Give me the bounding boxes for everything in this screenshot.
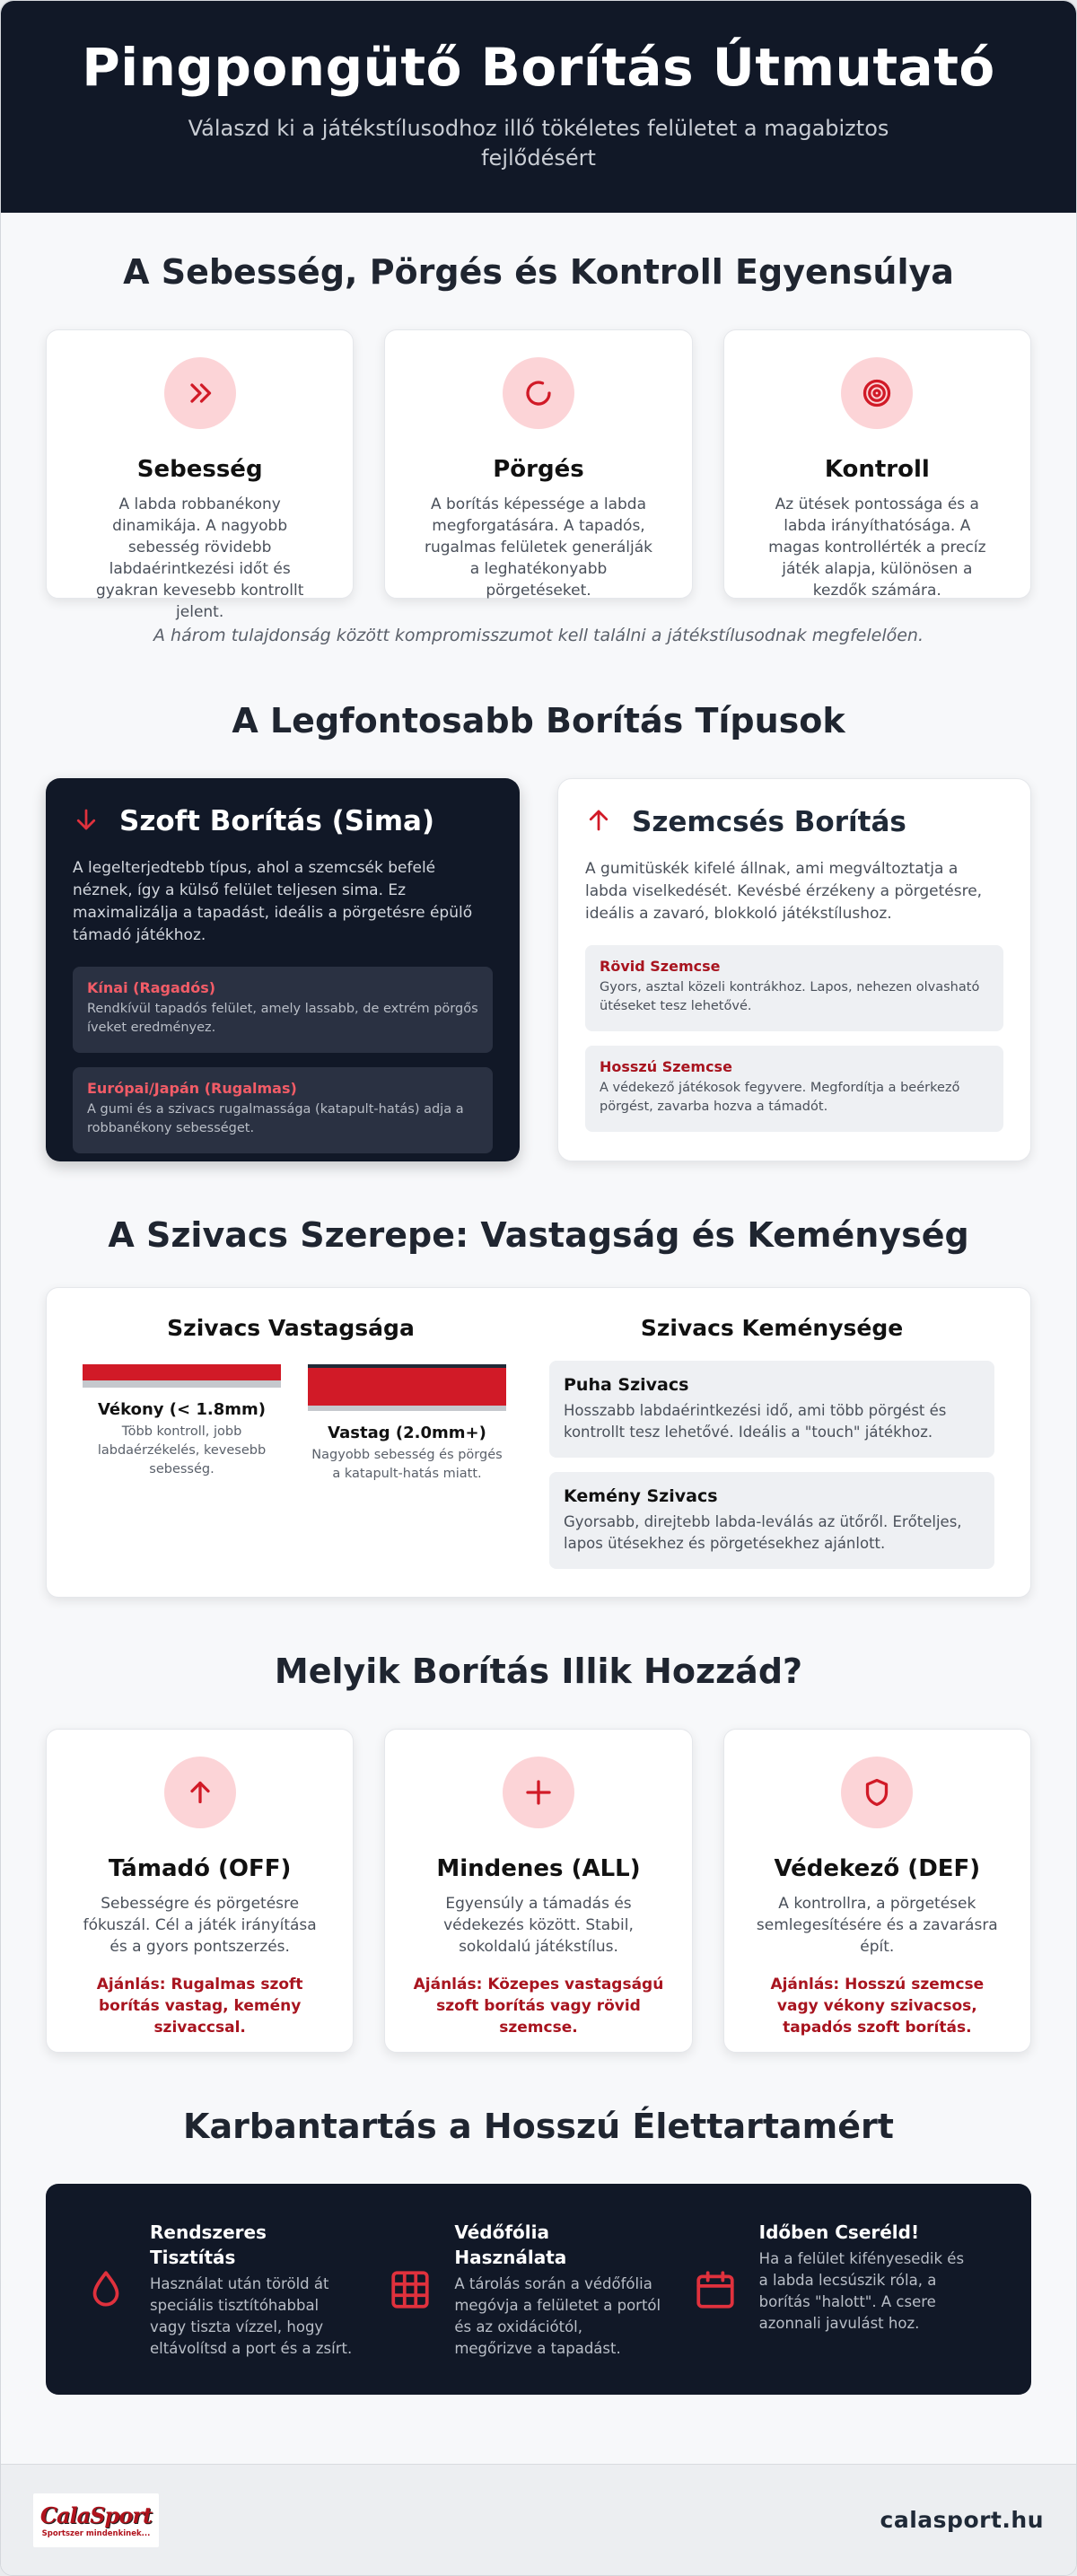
thin-sponge-text: Több kontroll, jobb labdaérzékelés, kevesebb sebesség.	[97, 1424, 267, 1476]
spin-arc-icon	[503, 357, 574, 429]
footer	[1, 2464, 1076, 2575]
types-section	[1, 701, 1076, 1161]
balance-note: A három tulajdonság között kompromisszumot kell találni a játékstílusodnak megfelelően.	[153, 626, 924, 645]
soft-sub-euro-title: Európai/Japán (Rugalmas)	[87, 1080, 297, 1097]
style-allround-rec: Ajánlás: Közepes vastagságú szoft borítás vagy rövid szemcse.	[413, 1976, 664, 2037]
maintenance-panel	[46, 2184, 1031, 2395]
water-drop-icon	[82, 2220, 130, 2359]
double-chevron-right-icon	[164, 357, 236, 429]
pimple-sub-long	[585, 1046, 1003, 1132]
logo-tagline: Sportszer mindenkinek...	[41, 2528, 151, 2538]
maint-cleaning-text: Használat után töröld át speciális tisztítóhabbal vagy tiszta vízzel, hogy eltávolítsd a port és a zsírt.	[150, 2275, 353, 2357]
card-speed	[46, 329, 354, 621]
thick-sponge-text: Nagyobb sebesség és pörgés a katapult-hatás miatt.	[311, 1448, 503, 1481]
logo-text: CalaSport	[39, 2502, 153, 2528]
style-defensive-rec: Ajánlás: Hosszú szemcse vagy vékony szivacsos, tapadós szoft borítás.	[770, 1976, 985, 2037]
target-icon	[841, 357, 913, 429]
styles-section	[1, 1652, 1076, 2053]
arrow-up-icon	[585, 807, 612, 837]
types-title: A Legfontosabb Borítás Típusok	[232, 701, 845, 740]
arrow-down-icon	[73, 806, 100, 837]
style-defensive-card	[723, 1729, 1031, 2053]
style-offensive-text: Sebességre és pörgetésre fókuszál. Cél a játék irányítása és a gyors pontszerzés.	[83, 1895, 317, 1956]
soft-sponge-text: Hosszabb labdaérintkezési idő, ami több pörgést és kontrollt tesz lehetővé. Ideális a "touch" játékhoz.	[564, 1402, 947, 1441]
plus-icon	[503, 1757, 574, 1828]
style-offensive-rec: Ajánlás: Rugalmas szoft borítás vastag, kemény szivaccsal.	[96, 1976, 303, 2037]
balance-title: A Sebesség, Pörgés és Kontroll Egyensúlya	[123, 252, 954, 292]
maint-film-title: Védőfólia Használata	[454, 2221, 567, 2268]
hardness-column	[549, 1315, 994, 1570]
maintenance-title: Karbantartás a Hosszú Élettartamért	[183, 2107, 894, 2146]
card-control-text: Az ütések pontossága és a labda irányíthatósága. A magas kontrollérték a precíz játék alapja, különösen a kezdők számára.	[768, 495, 986, 600]
thickness-title: Szivacs Vastagsága	[167, 1315, 415, 1341]
pimple-rubber-text: A gumitüskék kifelé állnak, ami megváltoztatja a labda viselkedését. Kevésbé érzékeny a pörgetésre, ideális a zavaró, blokkoló játékstílushoz.	[585, 860, 983, 923]
page-subtitle: Válaszd ki a játékstílusodhoz illő tökéletes felületet a magabiztos fejlődésért	[188, 116, 889, 171]
hard-sponge-box	[549, 1472, 994, 1569]
pimple-sub-short-title: Rövid Szemcse	[600, 958, 721, 975]
soft-sponge-title: Puha Szivacs	[564, 1375, 689, 1395]
pimple-sub-long-text: A védekező játékosok fegyvere. Megfordítja a beérkező pörgést, zavarba hozva a támadót.	[600, 1081, 960, 1114]
pimple-sub-short	[585, 945, 1003, 1031]
soft-rubber-text: A legelterjedtebb típus, ahol a szemcsék befelé néznek, így a külső felület teljesen sima. Ez maximalizálja a tapadást, ideális a pörgetésre épülő támadó játékhoz.	[73, 859, 473, 944]
arrow-up-icon	[164, 1757, 236, 1828]
thin-sponge-item	[83, 1364, 281, 1484]
card-control-title: Kontroll	[824, 456, 930, 483]
soft-rubber-title: Szoft Borítás (Sima)	[119, 805, 435, 837]
style-allround-title: Mindenes (ALL)	[436, 1855, 641, 1882]
soft-sub-chinese	[73, 967, 493, 1053]
calasport-logo[interactable]	[33, 2493, 159, 2547]
thick-sponge-title: Vastag (2.0mm+)	[328, 1424, 486, 1442]
soft-sub-euro-text: A gumi és a szivacs rugalmassága (katapult-hatás) adja a robbanékony sebességet.	[87, 1102, 464, 1135]
card-control	[723, 329, 1031, 599]
grid-film-icon	[386, 2220, 434, 2359]
card-spin	[384, 329, 692, 599]
style-defensive-text: A kontrollra, a pörgetések semlegesítésére és a zavarásra épít.	[756, 1895, 998, 1956]
card-speed-title: Sebesség	[136, 456, 263, 483]
thickness-column	[75, 1315, 506, 1570]
calendar-icon	[691, 2220, 740, 2359]
thick-sponge-item	[308, 1364, 506, 1484]
pimple-rubber-title: Szemcsés Borítás	[632, 806, 906, 838]
balance-section	[1, 252, 1076, 645]
maint-film	[386, 2220, 690, 2359]
card-spin-text: A borítás képessége a labda megforgatására. A tapadós, rugalmas felületek generálják a leghatékonyabb pörgetéseket.	[424, 495, 652, 600]
soft-sponge-box	[549, 1361, 994, 1458]
pimple-sub-short-text: Gyors, asztal közeli kontrákhoz. Lapos, nehezen olvasható ütéseket tesz lehetővé.	[600, 980, 980, 1013]
balance-cards	[1, 329, 1076, 621]
thick-sponge-bar	[308, 1364, 506, 1411]
shield-icon	[841, 1757, 913, 1828]
maint-cleaning	[82, 2220, 386, 2359]
style-defensive-title: Védekező (DEF)	[774, 1855, 981, 1882]
maint-replace-text: Ha a felület kifényesedik és a labda lecsúszik róla, a borítás "halott". A csere azonnali javulást hoz.	[758, 2250, 965, 2332]
site-link[interactable]: calasport.hu	[880, 2507, 1044, 2533]
hero-header	[1, 1, 1076, 213]
sponge-section	[1, 1215, 1076, 1598]
card-spin-title: Pörgés	[493, 456, 584, 483]
soft-sub-chinese-text: Rendkívül tapadós felület, amely lassabb, de extrém pörgős íveket eredményez.	[87, 1002, 478, 1035]
pimple-rubber-card	[557, 778, 1031, 1161]
thin-sponge-bar	[83, 1364, 281, 1388]
soft-sub-euro	[73, 1067, 493, 1153]
maint-cleaning-title: Rendszeres Tisztítás	[150, 2221, 267, 2268]
sponge-title: A Szivacs Szerepe: Vastagság és Keménység	[108, 1215, 969, 1255]
hardness-title: Szivacs Keménysége	[640, 1315, 904, 1341]
maint-replace-title: Időben Cseréld!	[758, 2221, 920, 2243]
hard-sponge-title: Kemény Szivacs	[564, 1486, 718, 1506]
style-offensive-card	[46, 1729, 354, 2053]
maintenance-section	[1, 2107, 1076, 2395]
style-allround-text: Egyensúly a támadás és védekezés között. Stabil, sokoldalú játékstílus.	[443, 1895, 634, 1956]
hard-sponge-text: Gyorsabb, direjtebb labda-leválás az ütőről. Erőteljes, lapos ütésekhez és pörgetésekhez ajánlott.	[564, 1513, 962, 1552]
soft-sub-chinese-title: Kínai (Ragadós)	[87, 979, 216, 996]
styles-cards	[1, 1729, 1076, 2053]
pimple-sub-long-title: Hosszú Szemcse	[600, 1058, 732, 1075]
types-cards	[1, 778, 1076, 1161]
maint-replace	[691, 2220, 995, 2359]
styles-title: Melyik Borítás Illik Hozzád?	[274, 1652, 803, 1691]
page-title: Pingpongütő Borítás Útmutató	[82, 37, 995, 98]
style-allround-card	[384, 1729, 692, 2053]
style-offensive-title: Támadó (OFF)	[108, 1855, 292, 1882]
thin-sponge-title: Vékony (< 1.8mm)	[97, 1400, 267, 1419]
card-speed-text: A labda robbanékony dinamikája. A nagyobb sebesség rövidebb labdaérintkezési időt és gyakran kevesebb kontrollt jelent.	[95, 495, 304, 621]
sponge-card	[46, 1287, 1031, 1598]
soft-rubber-card	[46, 778, 520, 1161]
maint-film-text: A tárolás során a védőfólia megóvja a felületet a portól és az oxidációtól, megőrizve a tapadást.	[454, 2275, 661, 2357]
